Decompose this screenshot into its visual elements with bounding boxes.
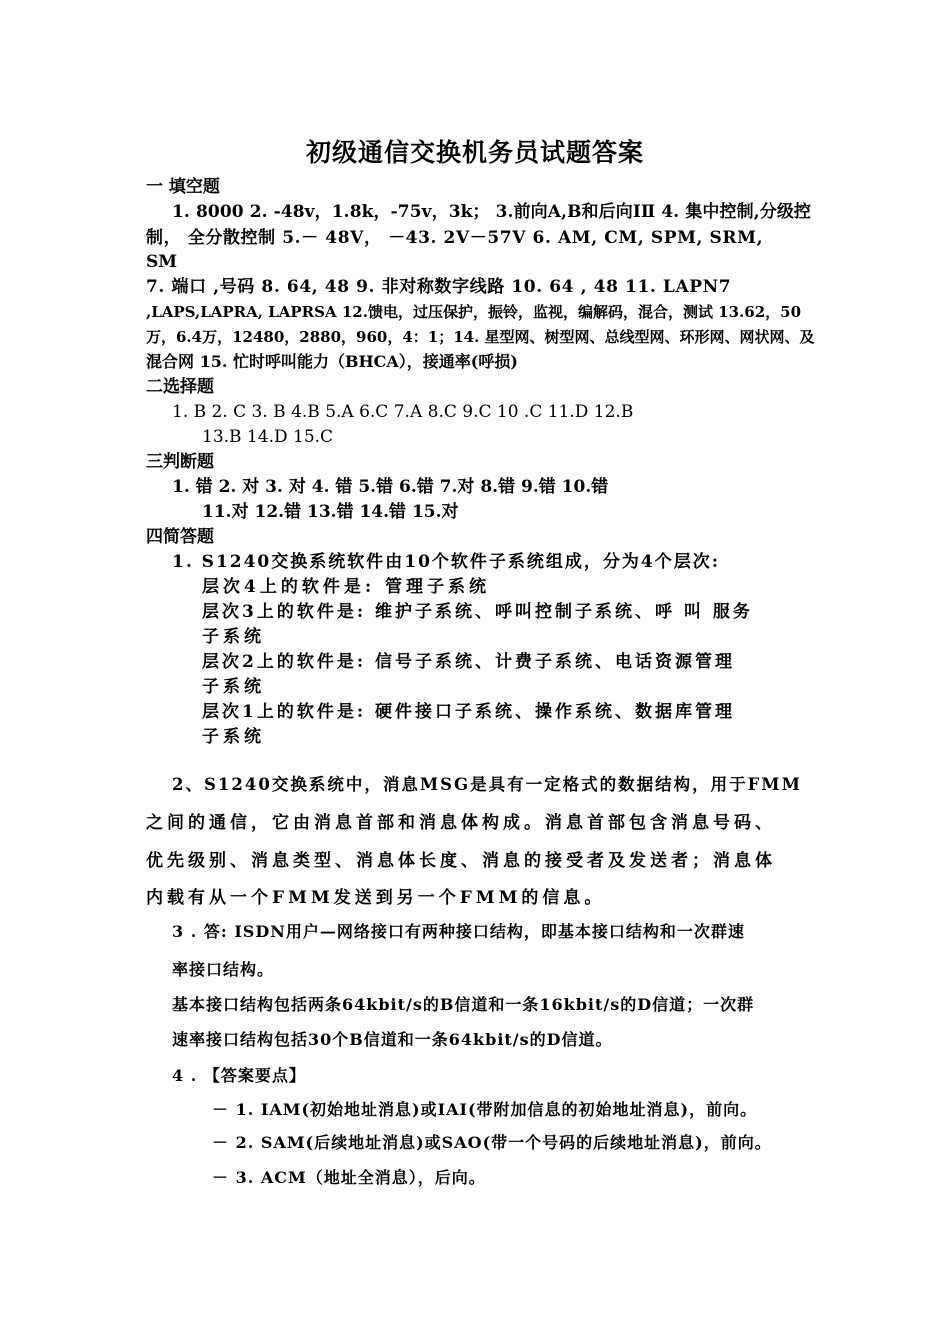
- answer-1-line: 层次2上的软件是: 信号子系统、计费子系统、电话资源管理: [202, 652, 736, 672]
- answer-1-line: 层次3上的软件是: 维护子系统、呼叫控制子系统、呼 叫 服务: [202, 602, 753, 622]
- fill-blank-line: 1. 8000 2. -48v，1.8k，-75v，3k； 3.前向A,B和后向ⅠⅡ 4. 集中控制,分级控: [172, 202, 812, 222]
- fill-blank-line: ,LAPS,LAPRA, LAPRSA 12.馈电，过压保护，振铃，监视，编解码，混合，测试 13.62，50: [146, 303, 802, 321]
- answer-2-line: 优先级别、消息类型、消息体长度、消息的接受者及发送者；消息体: [146, 851, 776, 871]
- answer-2-line: 之间的通信，它由消息首部和消息体构成。消息首部包含消息号码、: [146, 813, 776, 833]
- fill-blank-line: 7. 端口 ,号码 8. 64, 48 9. 非对称数字线路 10. 64 , 48 11. LAPN7: [146, 277, 732, 297]
- fill-blank-line: 制， 全分散控制 5.－ 48V， －43. 2V－57V 6. AM, CM, SPM, SRM,: [146, 228, 764, 248]
- answer-3-line: 率接口结构。: [172, 960, 275, 979]
- answer-4-line: － 3. ACM（地址全消息），后向。: [212, 1168, 486, 1187]
- section-heading-fill-blank: 一 填空题: [146, 177, 220, 197]
- answer-1-line: 子系统: [202, 727, 265, 747]
- choice-line: 1. B 2. C 3. B 4.B 5.A 6.C 7.A 8.C 9.C 10 .C 11.D 12.B: [172, 402, 634, 422]
- answer-4-line: 4 . 【答案要点】: [172, 1066, 306, 1085]
- answer-1-line: 子系统: [202, 627, 265, 647]
- answer-3-line: 3 . 答: ISDN用户—网络接口有两种接口结构，即基本接口结构和一次群速: [172, 922, 745, 941]
- answer-1-line: 层次1上的软件是: 硬件接口子系统、操作系统、数据库管理: [202, 702, 736, 722]
- section-heading-short-answer: 四简答题: [146, 527, 214, 547]
- judge-line: 1. 错 2. 对 3. 对 4. 错 5.错 6.错 7.对 8.错 9.错 10.错: [172, 477, 609, 497]
- answer-2-line: 内载有从一个FMM发送到另一个FMM的信息。: [146, 888, 606, 908]
- fill-blank-line: SM: [146, 252, 178, 272]
- answer-3-line: 速率接口结构包括30个B信道和一条64kbit/s的D信道。: [172, 1030, 613, 1049]
- answer-4-line: － 1. IAM(初始地址消息)或IAI(带附加信息的初始地址消息)，前向。: [212, 1100, 758, 1119]
- section-heading-choice: 二选择题: [146, 377, 214, 397]
- choice-line: 13.B 14.D 15.C: [202, 427, 334, 447]
- answer-1-line: 层次4上的软件是: 管理子系统: [202, 577, 491, 597]
- answer-2-line: 2、S1240交换系统中，消息MSG是具有一定格式的数据结构，用于FMM: [172, 775, 802, 794]
- fill-blank-line: 混合网 15. 忙时呼叫能力（BHCA），接通率(呼损): [146, 352, 518, 371]
- fill-blank-line: 万，6.4万，12480，2880，960，4：1；14. 星型网、树型网、总线型网、环形网、网状网、及: [146, 328, 815, 346]
- answer-3-line: 基本接口结构包括两条64kbit/s的B信道和一条16kbit/s的D信道；一次群: [172, 995, 755, 1014]
- section-heading-judge: 三判断题: [146, 452, 214, 472]
- answer-4-line: － 2. SAM(后续地址消息)或SAO(带一个号码的后续地址消息)，前向。: [212, 1133, 772, 1152]
- answer-1-line: 子系统: [202, 677, 265, 697]
- document-title: 初级通信交换机务员试题答案: [305, 138, 644, 167]
- judge-line: 11.对 12.错 13.错 14.错 15.对: [202, 502, 459, 522]
- answer-1-line: 1. S1240交换系统软件由10个软件子系统组成，分为4个层次:: [172, 552, 721, 572]
